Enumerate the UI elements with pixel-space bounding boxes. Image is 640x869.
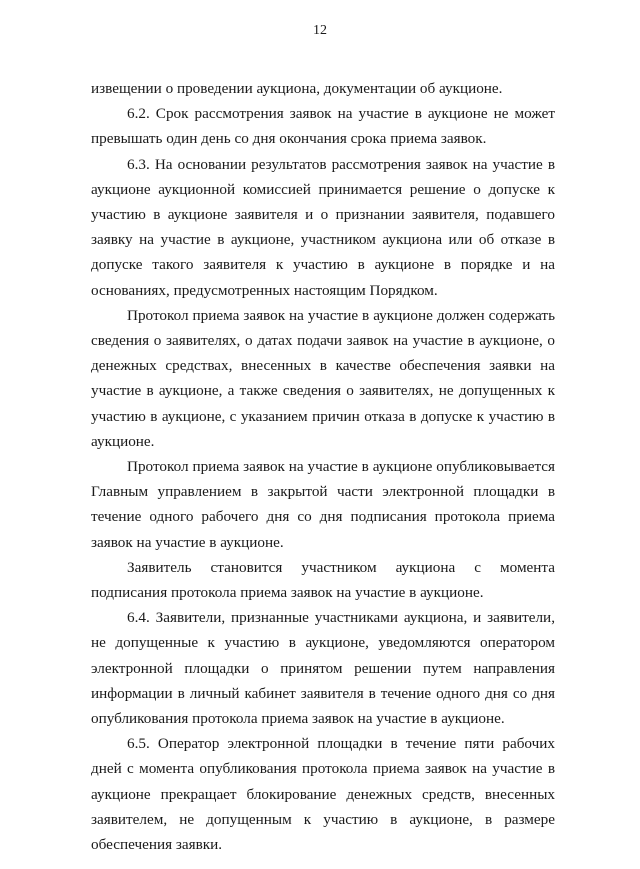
paragraph-protocol-publication: Протокол приема заявок на участие в аукционе опубликовывается Главным управлением в закрытой части электронной площадки в течение одного рабочего дня со дня подписания протокола приема заявок на участие в аукционе. (91, 458, 555, 551)
document-body (91, 76, 555, 857)
page-number: 12 (313, 23, 327, 38)
paragraph-protocol-content: Протокол приема заявок на участие в аукционе должен содержать сведения о заявителях, о датах подачи заявок на участие в аукционе, о денежных средствах, внесенных в качестве обеспечения заявки на участие в аукционе, а также сведения о заявителях, не допущенных к участию в аукционе, с указанием причин отказа в допуске к участию в аукционе. (91, 306, 555, 450)
paragraph-6-4: 6.4. Заявители, признанные участниками аукциона, и заявители, не допущенные к участию в аукционе, уведомляются оператором электронной площадки о принятом решении путем направления информации в личный кабинет заявителя в течение одного дня со дня опубликования протокола приема заявок на участие в аукционе. (91, 609, 555, 728)
paragraph-participant-status: Заявитель становится участником аукциона с момента подписания протокола приема заявок на участие в аукционе. (91, 558, 555, 602)
paragraph-continuation: извещении о проведении аукциона, документации об аукционе. (91, 80, 503, 97)
paragraph-6-5: 6.5. Оператор электронной площадки в течение пяти рабочих дней с момента опубликования протокола приема заявок на участие в аукционе прекращает блокирование денежных средств, внесенных заявителем, не допущенным к участию в аукционе, в размере обеспечения заявки. (91, 735, 555, 854)
paragraph-6-2: 6.2. Срок рассмотрения заявок на участие в аукционе не может превышать один день со дня окончания срока приема заявок. (91, 105, 555, 148)
paragraph-6-3: 6.3. На основании результатов рассмотрения заявок на участие в аукционе аукционной комиссией принимается решение о допуске к участию в аукционе заявителя и о признании заявителя, подавшего заявку на участие в аукционе, участником аукциона или об отказе в допуске такого заявителя к участию в аукционе в порядке и на основаниях, предусмотренных настоящим Порядком. (91, 155, 555, 299)
